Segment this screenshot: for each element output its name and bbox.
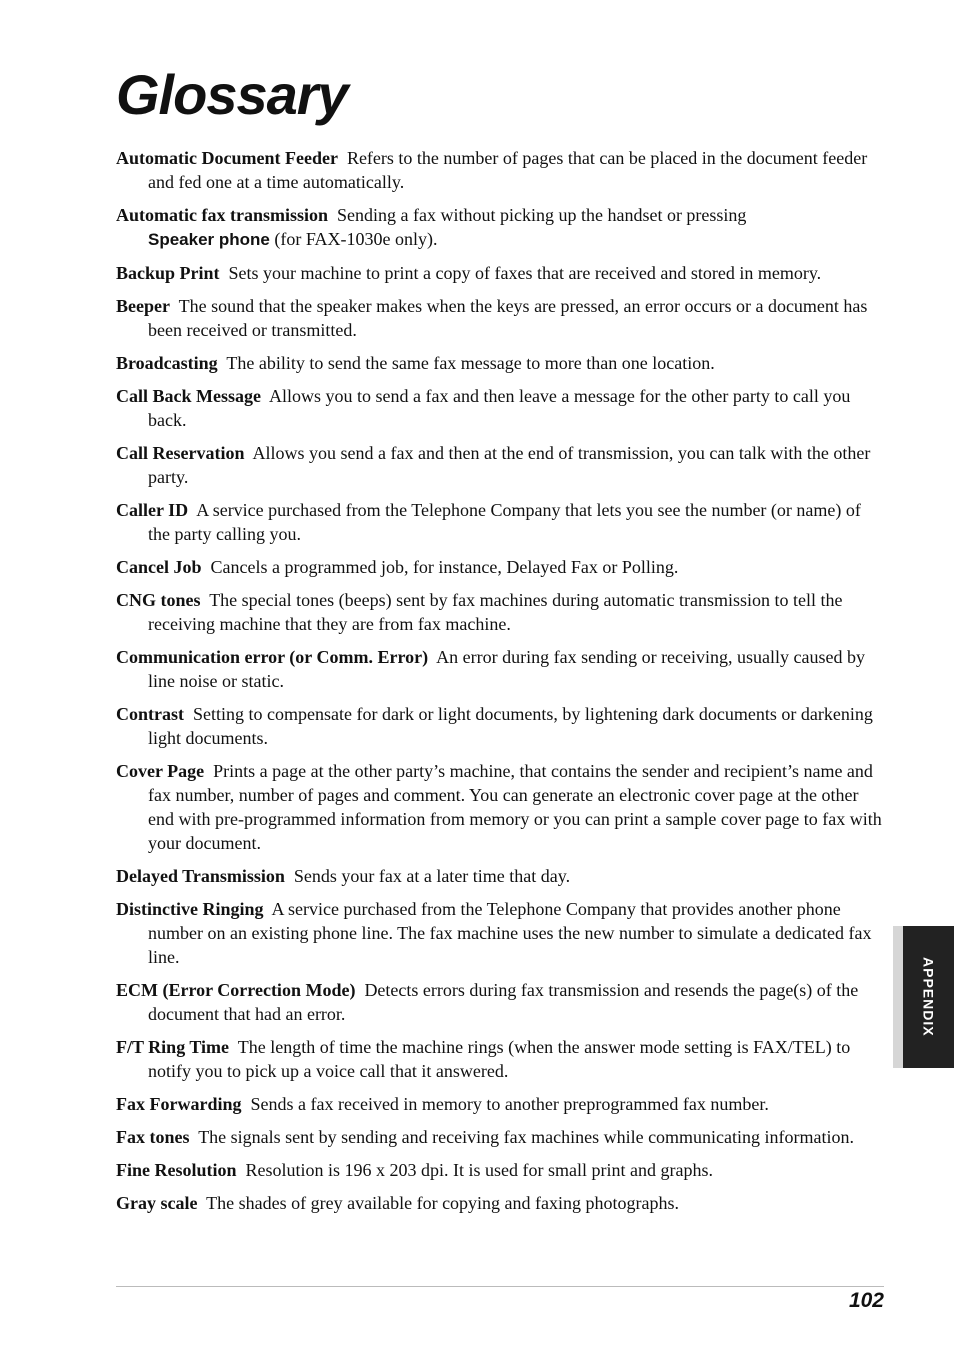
side-tab-edge [893,926,903,1068]
glossary-definition: Sending a fax without picking up the handset or pressing [337,205,747,225]
glossary-entry-ecm [116,978,884,1026]
glossary-list [116,146,884,1224]
glossary-term: Broadcasting [116,353,218,373]
glossary-term: Call Reservation [116,443,245,463]
glossary-term: Automatic fax transmission [116,205,328,225]
glossary-definition: The signals sent by sending and receiving fax machines while communicating information. [198,1127,855,1147]
page-number: 102 [848,1289,884,1312]
speaker-phone-key-label: Speaker phone [148,230,270,249]
glossary-entry-contrast [116,702,884,750]
glossary-entry-communication-error [116,645,884,693]
glossary-entry-backup-print [116,261,884,285]
glossary-definition: The special tones (beeps) sent by fax machines during automatic transmission to tell the receiving machine that they are from fax machine. [148,590,843,634]
page-title: Glossary [116,63,348,126]
glossary-definition: The sound that the speaker makes when the keys are pressed, an error occurs or a document has been received or transmitted. [148,296,868,340]
appendix-side-tab [903,926,954,1068]
glossary-entry-delayed-transmission [116,864,884,888]
glossary-term: Fax tones [116,1127,190,1147]
glossary-term: Cover Page [116,761,205,781]
glossary-definition: Prints a page at the other party’s machine, that contains the sender and recipient’s name and fax number, number of pages and comment. You can generate an electronic cover page at the other end with pre-programmed information from memory or you can print a sample cover page to fax with your document. [148,761,882,853]
glossary-entry-beeper [116,294,884,342]
glossary-term: Gray scale [116,1193,198,1213]
glossary-term: ECM (Error Correction Mode) [116,980,356,1000]
glossary-term: Fax Forwarding [116,1094,242,1114]
glossary-definition: Sets your machine to print a copy of faxes that are received and stored in memory. [228,263,822,283]
glossary-definition: A service purchased from the Telephone Company that lets you see the number (or name) of the party calling you. [148,500,861,544]
glossary-entry-cng-tones [116,588,884,636]
glossary-definition: The shades of grey available for copying and faxing photographs. [206,1193,680,1213]
glossary-entry-gray-scale [116,1191,884,1215]
glossary-term: CNG tones [116,590,201,610]
glossary-term: Call Back Message [116,386,261,406]
glossary-entry-fax-forwarding [116,1092,884,1116]
glossary-entry-call-back-message [116,384,884,432]
glossary-entry-caller-id [116,498,884,546]
glossary-term: Beeper [116,296,170,316]
glossary-entry-distinctive-ringing [116,897,884,969]
glossary-definition: Allows you to send a fax and then leave a message for the other party to call you back. [148,386,851,430]
glossary-definition: Sends a fax received in memory to another preprogrammed fax number. [250,1094,769,1114]
glossary-term: Fine Resolution [116,1160,237,1180]
glossary-definition: Setting to compensate for dark or light documents, by lightening dark documents or darkening light documents. [148,704,873,748]
glossary-definition: Cancels a programmed job, for instance, Delayed Fax or Polling. [210,557,679,577]
glossary-term: Cancel Job [116,557,202,577]
glossary-definition: Detects errors during fax transmission and resends the page(s) of the document that had an error. [148,980,859,1024]
glossary-definition: Sends your fax at a later time that day. [293,866,571,886]
glossary-term: Communication error (or Comm. Error) [116,647,429,667]
footer-divider [116,1286,884,1287]
glossary-term: Delayed Transmission [116,866,285,886]
glossary-entry-fax-tones [116,1125,884,1149]
glossary-entry-cancel-job [116,555,884,579]
glossary-entry-automatic-fax-transmission [116,203,884,252]
glossary-entry-ft-ring-time [116,1035,884,1083]
glossary-definition: An error during fax sending or receiving, usually caused by line noise or static. [148,647,865,691]
glossary-definition-note: (for FAX-1030e only). [274,229,438,249]
glossary-definition: Refers to the number of pages that can be placed in the document feeder and fed one at a time automatically. [148,148,868,192]
glossary-entry-fine-resolution [116,1158,884,1182]
side-tab-label: APPENDIX [920,957,937,1037]
glossary-definition: The length of time the machine rings (when the answer mode setting is FAX/TEL) to notify you to pick up a voice call that it answered. [148,1037,851,1081]
glossary-term: Automatic Document Feeder [116,148,338,168]
glossary-entry-broadcasting [116,351,884,375]
glossary-term: Backup Print [116,263,220,283]
glossary-term: F/T Ring Time [116,1037,230,1057]
glossary-term: Caller ID [116,500,189,520]
glossary-term: Contrast [116,704,184,724]
glossary-entry-automatic-document-feeder [116,146,884,194]
glossary-entry-call-reservation [116,441,884,489]
glossary-definition: Allows you send a fax and then at the end of transmission, you can talk with the other party. [148,443,871,487]
glossary-term: Distinctive Ringing [116,899,264,919]
glossary-definition: Resolution is 196 x 203 dpi. It is used for small print and graphs. [245,1160,713,1180]
glossary-definition: A service purchased from the Telephone Company that provides another phone number on an existing phone line. The fax machine uses the new number to simulate a dedicated fax line. [148,899,872,967]
glossary-entry-cover-page [116,759,884,855]
glossary-definition: The ability to send the same fax message to more than one location. [226,353,715,373]
